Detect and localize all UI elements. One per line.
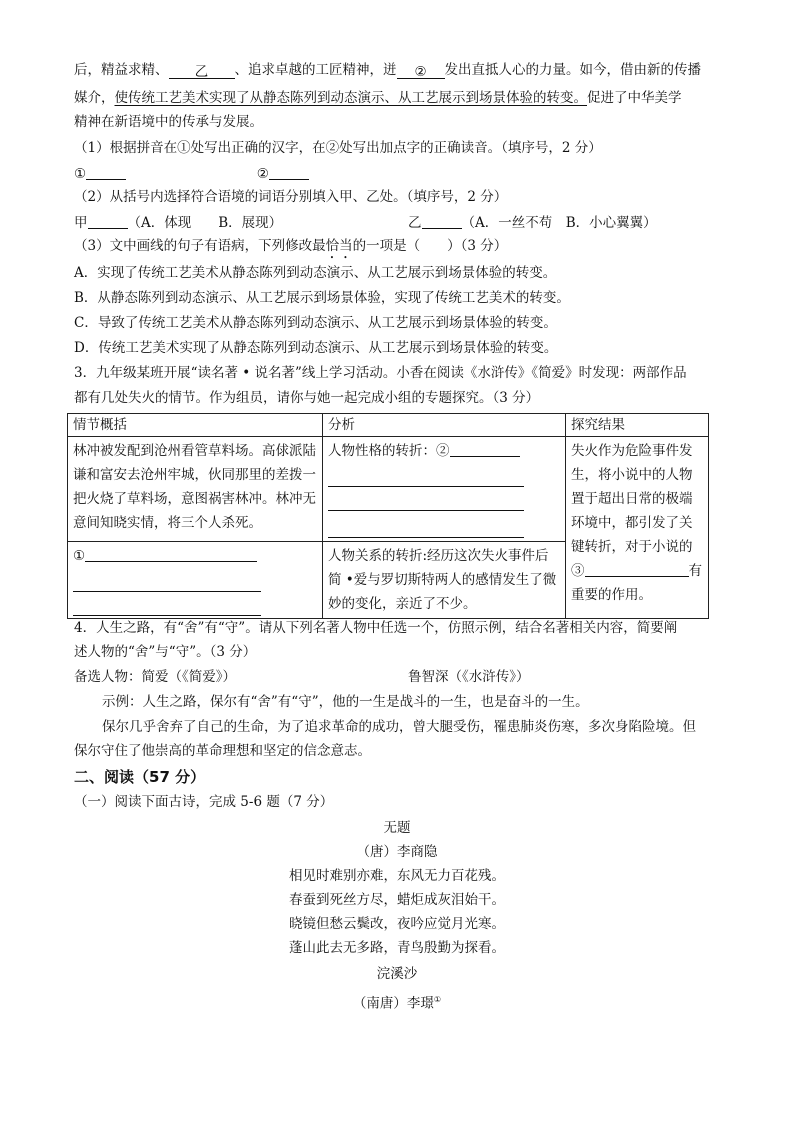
blank-2: ② [397, 62, 445, 79]
passage-text: 促进了中华美学 [587, 90, 682, 106]
answer-blank [450, 440, 520, 457]
question3-line-1: 3．九年级某班开展“读名著 • 说名著”线上学习活动。小香在阅读《水浒传》《简爱》时发现：两部作品 [74, 365, 687, 381]
poem2-title: 浣溪沙 [376, 966, 418, 982]
poem1-line-4: 蓬山此去无多路，青鸟殷勤为探看。 [289, 940, 505, 956]
passage-text: 、追求卓越的工匠精神，迸 [234, 62, 397, 78]
candidates-label: 备选人物：简爱（《简爱》） [74, 669, 236, 685]
answer-blank-1 [86, 163, 126, 180]
answer-blank [328, 488, 524, 511]
q1-answers [74, 163, 309, 184]
q3-text: 的一项是（ ）（3 分） [352, 238, 508, 254]
header-result: 探究结果 [566, 414, 709, 437]
answer-label: ① [73, 548, 86, 564]
answer-blank [585, 560, 689, 577]
q2-answers [74, 212, 282, 233]
poem1-line-1: 相见时难别亦难，东风无力百花残。 [289, 868, 505, 884]
dotted-word: 恰当 [325, 238, 353, 254]
jia-options: （A．体现 B．展现） [127, 215, 283, 231]
q3-option-b: B．从静态陈列到动态演示、从工艺展示到场景体验，实现了传统工艺美术的转变。 [74, 290, 570, 306]
underlined-sentence: 使传统工艺美术实现了从静态陈列到动态演示、从工艺展示到场景体验的转变。 [114, 90, 587, 106]
poem1-author: （唐）李商隐 [356, 844, 438, 860]
analysis-label: 人物性格的转折：② [328, 443, 450, 459]
poem2-author-line [0, 990, 794, 1014]
q3-prompt [74, 236, 507, 262]
table-header-row [68, 414, 709, 437]
q1-prompt: （1）根据拼音在①处写出正确的汉字，在②处写出加点字的正确读音。（填序号，2 分） [74, 140, 602, 156]
question4-line-2: 述人物的“舍”与“守”。（3 分） [74, 644, 257, 660]
q2-yi [408, 212, 657, 233]
row2-analysis: 人物关系的转折:经历这次失火事件后简 •爱与罗切斯特两人的感情发生了微妙的变化，亲近了不少。 [323, 542, 566, 619]
answer-label: ① [74, 166, 87, 182]
yi-label: 乙 [408, 215, 422, 231]
example-body-1: 保尔几乎舍弃了自己的生命，为了追求革命的成功，曾大腿受伤，罹患肺炎伤寒，多次身陷险境。但 [102, 719, 696, 735]
question4-line-1: 4．人生之路，有“舍”有“守”。请从下列名著人物中任选一个，仿照示例，结合名著相关内容，简要阐 [74, 620, 678, 636]
q3-option-c: C．导致了传统工艺美术从静态陈列到动态演示、从工艺展示到场景体验的转变。 [74, 315, 557, 331]
passage-text: 媒介， [74, 90, 115, 106]
jia-blank [88, 212, 128, 229]
yi-blank [422, 212, 462, 229]
row1-plot: 林冲被发配到沧州看管草料场。高俅派陆谦和富安去沧州牢城，伙同那里的差拨一把火烧了草料场，意图祸害林冲。林冲无意间知晓实情，将三个人杀死。 [68, 437, 323, 542]
passage-text: 发出直抵人心的力量。如今，借由新的传播 [444, 62, 701, 78]
section-heading: 二、阅读（57 分） [74, 768, 206, 786]
answer-blank [73, 593, 261, 616]
blank-yi: 乙 [169, 62, 235, 79]
q3-option-d: D．传统工艺美术实现了从静态陈列到动态演示、从工艺展示到场景体验的转变。 [74, 340, 558, 356]
passage-line-3: 精神在新语境中的传承与发展。 [74, 114, 263, 130]
answer-label: ② [256, 166, 269, 182]
q3-option-a: A．实现了传统工艺美术从静态陈列到动态演示、从工艺展示到场景体验的转变。 [74, 265, 557, 281]
passage-line-1 [74, 60, 701, 80]
poem1-line-2: 春蚕到死丝方尽，蜡炬成灰泪始干。 [289, 892, 505, 908]
poem1-line-3: 晓镜但愁云鬓改，夜吟应觉月光寒。 [289, 916, 505, 932]
result-text: 有重要的作用。 [571, 563, 702, 603]
answer-blank [328, 464, 524, 487]
question3-line-2: 都有几处失火的情节。作为组员，请你与她一起完成小组的专题探究。（3 分） [74, 390, 540, 406]
answer-blank [85, 545, 257, 562]
jia-label: 甲 [74, 215, 88, 231]
candidate-2: 鲁智深（《水浒传》） [408, 669, 530, 685]
header-plot: 情节概括 [68, 414, 323, 437]
answer-blank-2 [269, 163, 309, 180]
example-line: 示例：人生之路，保尔有“舍”有“守”，他的一生是战斗的一生，也是奋斗的一生。 [102, 694, 589, 710]
table-row [68, 437, 709, 542]
q2-prompt: （2）从括号内选择符合语境的词语分别填入甲、乙处。（填序号，2 分） [74, 189, 508, 205]
example-body-2: 保尔守住了他崇高的革命理想和坚定的信念意志。 [74, 743, 371, 759]
poem1-title: 无题 [383, 820, 411, 836]
header-analysis: 分析 [323, 414, 566, 437]
yi-options: （A．一丝不苟 B．小心翼翼） [461, 215, 657, 231]
passage-line-2 [74, 88, 682, 108]
poem2-author: （南唐）李璟 [352, 995, 434, 1012]
answer-blank [328, 515, 524, 538]
footnote-marker: ① [433, 995, 442, 1004]
row1-analysis [323, 437, 566, 542]
passage-text: 后，精益求精、 [74, 62, 169, 78]
answer-blank [73, 569, 261, 592]
result-text: 失火作为危险事件发生，将小说中的人物置于超出日常的极端环境中，都引发了关键转折，对于小说的③ [571, 443, 693, 579]
result-cell [566, 437, 709, 619]
inquiry-table [67, 413, 709, 619]
q3-text: （3）文中画线的句子有语病，下列修改最 [74, 238, 326, 254]
section-sub: （一）阅读下面古诗，完成 5-6 题（7 分） [74, 794, 334, 810]
row2-plot [68, 542, 323, 619]
